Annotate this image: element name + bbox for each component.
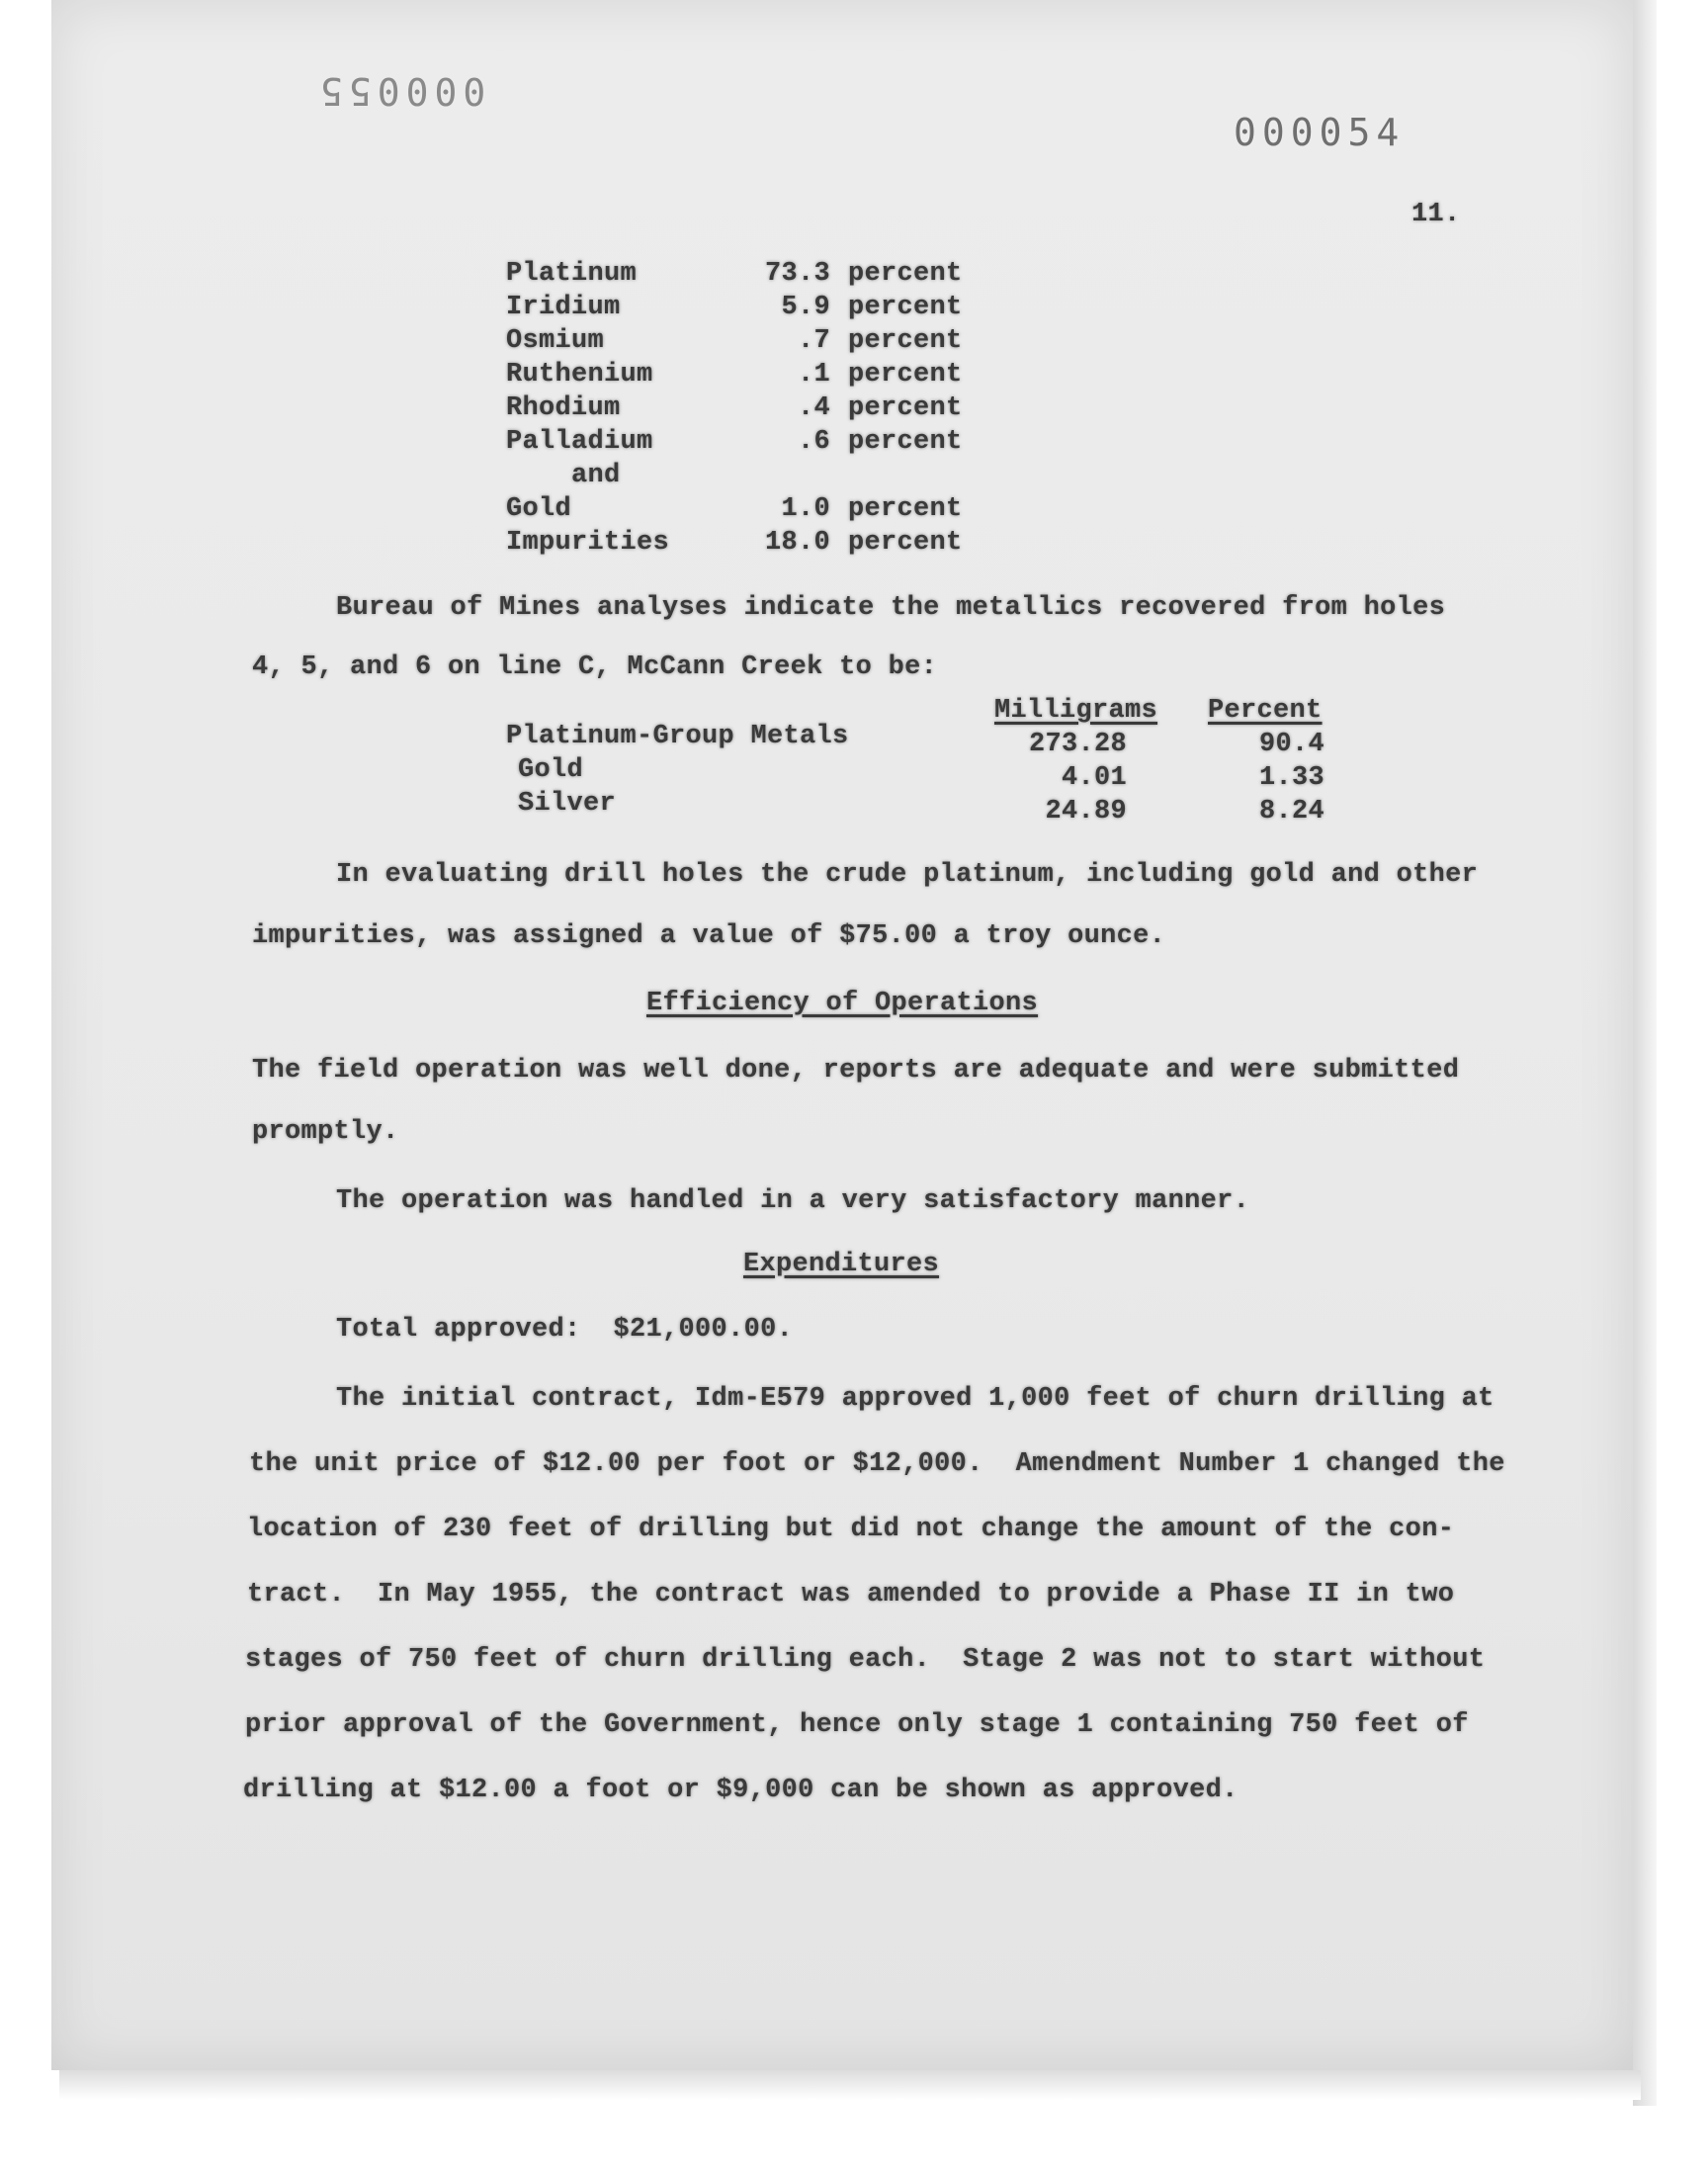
total-approved: Total approved: $21,000.00.	[336, 1315, 794, 1345]
element-value: .1	[797, 360, 830, 390]
page-number: 11.	[1411, 200, 1461, 229]
page-edge	[1633, 0, 1657, 2106]
element-value: .7	[797, 326, 830, 356]
table-row-label: Silver	[518, 789, 617, 819]
element-name: Ruthenium	[506, 360, 653, 390]
table-header-percent: Percent	[1208, 696, 1323, 726]
element-unit: percent	[848, 494, 963, 524]
table-header-milligrams: Milligrams	[994, 696, 1158, 726]
paragraph-line: In evaluating drill holes the crude platinum, including gold and other	[336, 860, 1479, 890]
element-value: 18.0	[764, 528, 830, 558]
section-heading: Expenditures	[743, 1250, 940, 1279]
table-cell-pct: 1.33	[1258, 763, 1324, 793]
element-unit: percent	[848, 326, 963, 356]
table-cell-pct: 8.24	[1258, 797, 1324, 826]
table-row-label: Gold	[518, 755, 584, 785]
inverted-stamp-number: 000055	[314, 69, 486, 113]
paragraph-line: promptly.	[252, 1117, 399, 1147]
element-name: Platinum	[506, 259, 638, 289]
paragraph-line: prior approval of the Government, hence only stage 1 containing 750 feet of	[245, 1710, 1469, 1740]
stamp-number: 000054	[1234, 111, 1406, 154]
paragraph-line: The initial contract, Idm-E579 approved 1,000 feet of churn drilling at	[336, 1384, 1494, 1414]
element-name: Impurities	[506, 528, 670, 558]
element-unit: percent	[848, 393, 963, 423]
paragraph-line: drilling at $12.00 a foot or $9,000 can be shown as approved.	[243, 1776, 1238, 1805]
element-unit: percent	[848, 528, 963, 558]
table-cell-pct: 90.4	[1258, 730, 1324, 759]
element-value: 1.0	[781, 494, 830, 524]
section-heading: Efficiency of Operations	[646, 989, 1039, 1018]
paragraph-line: The field operation was well done, reports are adequate and were submitted	[252, 1056, 1460, 1086]
paragraph-line: Bureau of Mines analyses indicate the metallics recovered from holes	[336, 593, 1446, 623]
element-unit: percent	[848, 293, 963, 322]
element-value: 5.9	[781, 293, 830, 322]
paragraph-line: 4, 5, and 6 on line C, McCann Creek to be:	[252, 652, 938, 682]
table-cell-mg: 273.28	[1028, 730, 1127, 759]
paragraph-line: tract. In May 1955, the contract was amended to provide a Phase II in two	[247, 1580, 1455, 1610]
element-value: 73.3	[764, 259, 830, 289]
element-value: .6	[797, 427, 830, 457]
element-name: Iridium	[506, 293, 621, 322]
paragraph-line: The operation was handled in a very satisfactory manner.	[336, 1186, 1250, 1216]
element-name: Rhodium	[506, 393, 621, 423]
element-unit: percent	[848, 427, 963, 457]
table-cell-mg: 4.01	[1061, 763, 1127, 793]
element-name: Osmium	[506, 326, 605, 356]
document-page	[51, 0, 1633, 2070]
paragraph-line: location of 230 feet of drilling but did not change the amount of the con-	[247, 1515, 1455, 1544]
element-name: Gold	[506, 494, 572, 524]
paragraph-line: impurities, was assigned a value of $75.00 a troy ounce.	[252, 921, 1166, 951]
paragraph-line: stages of 750 feet of churn drilling each. Stage 2 was not to start without	[245, 1645, 1486, 1675]
page-edge-bottom	[59, 2070, 1641, 2100]
element-connector: and	[571, 461, 621, 490]
element-name: Palladium	[506, 427, 653, 457]
element-unit: percent	[848, 360, 963, 390]
table-row-label: Platinum-Group Metals	[506, 722, 849, 751]
element-unit: percent	[848, 259, 963, 289]
table-cell-mg: 24.89	[1045, 797, 1127, 826]
element-value: .4	[797, 393, 830, 423]
paragraph-line: the unit price of $12.00 per foot or $12,000. Amendment Number 1 changed the	[249, 1449, 1505, 1479]
